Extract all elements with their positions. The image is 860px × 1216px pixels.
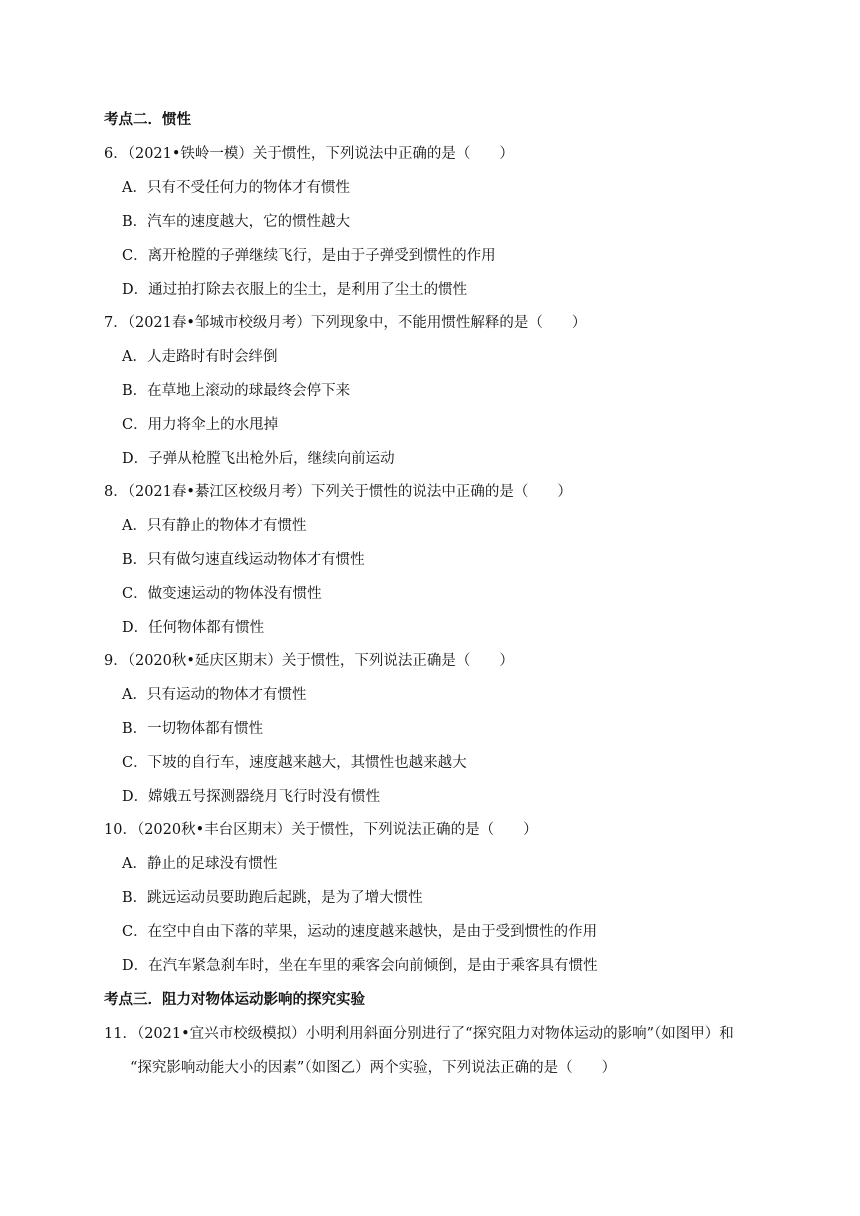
section-heading-inertia: 考点二．惯性 bbox=[104, 112, 191, 128]
question-10-stem: 10．（2020秋•丰台区期末）关于惯性，下列说法正确的是（ ） bbox=[104, 822, 538, 838]
question-7-stem: 7．（2021春•邹城市校级月考）下列现象中，不能用惯性解释的是（ ） bbox=[104, 315, 587, 331]
question-8-option-c: C．做变速运动的物体没有惯性 bbox=[122, 586, 322, 602]
question-6-option-d: D．通过拍打除去衣服上的尘土，是利用了尘土的惯性 bbox=[122, 282, 468, 298]
question-8-option-d: D．任何物体都有惯性 bbox=[122, 620, 265, 636]
question-9-option-d: D．嫦娥五号探测器绕月飞行时没有惯性 bbox=[122, 789, 381, 805]
question-9-option-c: C．下坡的自行车，速度越来越大，其惯性也越来越大 bbox=[122, 755, 467, 771]
question-10-option-c: C．在空中自由下落的苹果，运动的速度越来越快，是由于受到惯性的作用 bbox=[122, 924, 598, 940]
question-11-stem-line-1: 11．（2021•宜兴市校级模拟）小明利用斜面分别进行了“探究阻力对物体运动的影响”（如图甲）和 bbox=[104, 1026, 734, 1042]
question-11-stem-line-2: “探究影响动能大小的因素”（如图乙）两个实验，下列说法正确的是（ ） bbox=[130, 1060, 617, 1076]
question-7-option-c: C．用力将伞上的水甩掉 bbox=[122, 417, 279, 433]
question-6-stem: 6．（2021•铁岭一模）关于惯性，下列说法中正确的是（ ） bbox=[104, 146, 514, 162]
question-9-option-b: B．一切物体都有惯性 bbox=[122, 721, 264, 737]
question-10-option-d: D．在汽车紧急刹车时，坐在车里的乘客会向前倾倒，是由于乘客具有惯性 bbox=[122, 958, 598, 974]
question-9-option-a: A．只有运动的物体才有惯性 bbox=[122, 687, 307, 703]
question-9-stem: 9．（2020秋•延庆区期末）关于惯性，下列说法正确是（ ） bbox=[104, 653, 514, 669]
question-6-option-a: A．只有不受任何力的物体才有惯性 bbox=[122, 180, 350, 196]
question-8-option-b: B．只有做匀速直线运动物体才有惯性 bbox=[122, 552, 365, 568]
question-7-option-d: D．子弹从枪膛飞出枪外后，继续向前运动 bbox=[122, 451, 395, 467]
question-7-option-b: B．在草地上滚动的球最终会停下来 bbox=[122, 383, 351, 399]
question-6-option-c: C．离开枪膛的子弹继续飞行，是由于子弹受到惯性的作用 bbox=[122, 248, 496, 264]
question-10-option-a: A．静止的足球没有惯性 bbox=[122, 856, 278, 872]
question-6-option-b: B．汽车的速度越大，它的惯性越大 bbox=[122, 214, 351, 230]
question-10-option-b: B．跳远运动员要助跑后起跳，是为了增大惯性 bbox=[122, 890, 423, 906]
question-7-option-a: A．人走路时有时会绊倒 bbox=[122, 349, 278, 365]
question-8-stem: 8．（2021春•綦江区校级月考）下列关于惯性的说法中正确的是（ ） bbox=[104, 484, 572, 500]
question-8-option-a: A．只有静止的物体才有惯性 bbox=[122, 518, 307, 534]
section-heading-resistance-experiment: 考点三．阻力对物体运动影响的探究实验 bbox=[104, 992, 365, 1008]
